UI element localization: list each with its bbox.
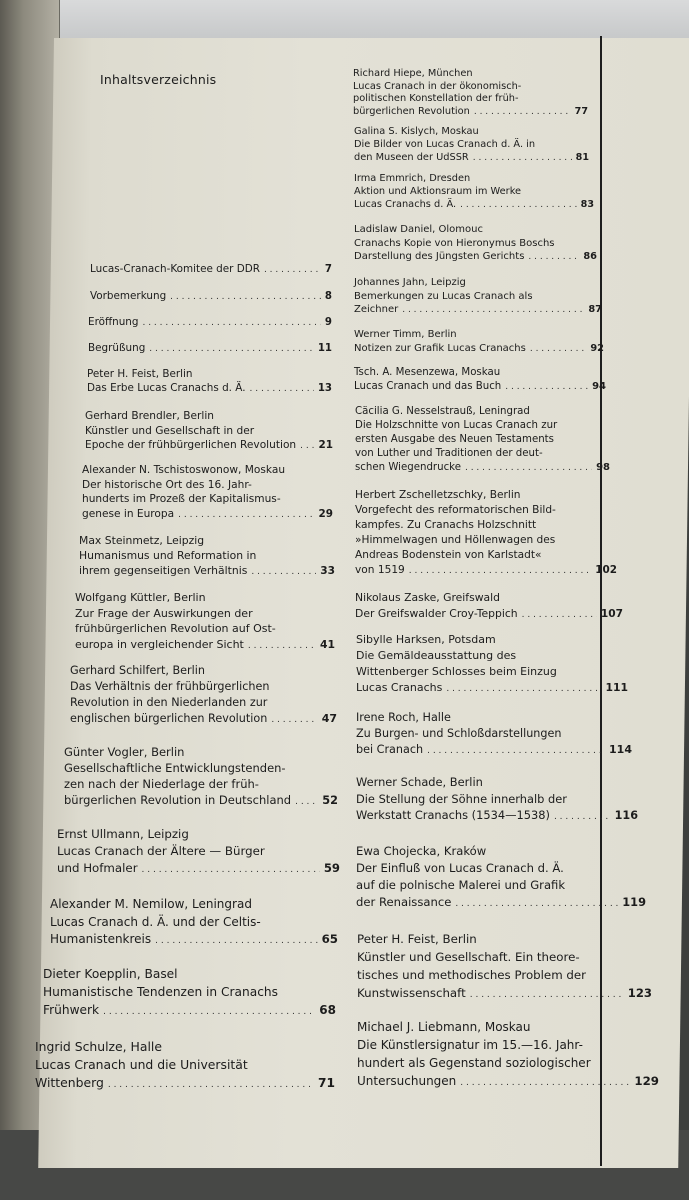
left-entry <box>57 826 340 879</box>
entry-title-line: Aktion und Aktionsraum im Werke <box>354 186 522 197</box>
entry-title-last-line: und Hofmaler <box>57 861 138 875</box>
entry-leader-line <box>354 303 602 318</box>
entry-leader-line <box>79 563 335 580</box>
page-number: 81 <box>575 152 589 163</box>
dot-leader <box>505 380 588 394</box>
entry-leader-line <box>355 606 623 624</box>
entry-author: Alexander N. Tschistoswonow, Moskau <box>82 464 286 476</box>
entry-author: Tsch. A. Mesenzewa, Moskau <box>354 367 501 378</box>
entry-leader-line <box>356 680 628 697</box>
page-number: 68 <box>319 1003 336 1017</box>
dot-leader <box>528 250 579 265</box>
page-number: 77 <box>574 105 588 117</box>
page-number: 114 <box>609 743 632 756</box>
entry-leader-line <box>57 860 340 879</box>
entry-title-line: kampfes. Zu Cranachs Holzschnitt <box>355 519 537 531</box>
entry-title-line: Revolution in den Niederlanden zur <box>70 696 268 709</box>
entry-leader-line <box>35 1074 335 1094</box>
dot-leader <box>142 315 320 330</box>
dot-leader <box>554 807 611 826</box>
entry-author: Cäcilia G. Nesselstrauß, Leningrad <box>355 406 530 417</box>
dot-leader <box>271 711 317 728</box>
entry-title-last-line: Darstellung des Jüngsten Gerichts <box>354 251 525 262</box>
entry-leader-line <box>356 807 638 826</box>
page-number: 92 <box>590 342 604 354</box>
left-entry <box>35 1038 335 1094</box>
entry-leader-line <box>354 250 597 265</box>
dot-leader <box>108 1074 314 1094</box>
entry-leader-line <box>43 1001 336 1021</box>
page-number: 21 <box>318 439 333 451</box>
entry-title-last-line: Wittenberg <box>35 1075 104 1090</box>
dot-leader <box>455 894 618 913</box>
entry-title-line: Gesellschaftliche Entwicklungstenden- <box>64 761 286 775</box>
entry-author: Sibylle Harksen, Potsdam <box>356 633 496 646</box>
entry-author: Alexander M. Nemilow, Leningrad <box>50 897 252 911</box>
dot-leader <box>264 262 321 277</box>
entry-title-line: Lucas Cranach und die Universität <box>35 1057 248 1072</box>
entry-leader-line <box>50 931 338 951</box>
entry-title-last-line: Humanistenkreis <box>50 932 152 946</box>
entry-title-line: Die Bilder von Lucas Cranach d. Ä. in <box>354 139 536 150</box>
entry-title-line: Der historische Ort des 16. Jahr- <box>82 478 252 491</box>
entry-title-last-line: Lucas Cranachs <box>356 681 443 694</box>
entry-author: Ewa Chojecka, Kraków <box>356 844 487 858</box>
dot-leader <box>460 1072 630 1092</box>
page-number: 83 <box>580 199 594 210</box>
entry-title-last-line: bürgerlichen Revolution <box>353 105 470 117</box>
left-entry <box>87 367 332 396</box>
entry-title-last-line: den Museen der UdSSR <box>354 152 469 163</box>
right-entry <box>357 930 652 1004</box>
entry-leader-line <box>82 507 333 523</box>
entry-author: Peter H. Feist, Berlin <box>357 932 477 946</box>
left-entry <box>79 533 335 580</box>
entry-author: Günter Vogler, Berlin <box>64 745 185 759</box>
dot-leader <box>142 860 320 879</box>
entry-title-last-line: Kunstwissenschaft <box>357 986 466 1000</box>
entry-title-last-line: Untersuchungen <box>357 1074 457 1088</box>
entry-title-line: von Luther und Traditionen der deut- <box>355 448 543 459</box>
page-number: 123 <box>627 986 652 1000</box>
entry-title-last-line: Lucas Cranach und das Buch <box>354 381 502 392</box>
entry-title-line: Bemerkungen zu Lucas Cranach als <box>354 290 533 302</box>
right-entry <box>354 172 594 212</box>
entry-title-last-line: schen Wiegendrucke <box>355 462 461 473</box>
entry-leader-line <box>354 151 589 165</box>
dot-leader <box>251 563 316 580</box>
entry-title-last-line: bei Cranach <box>356 743 424 756</box>
page-number: 111 <box>605 681 628 694</box>
left-entry <box>64 744 338 810</box>
page-number: 8 <box>324 291 332 302</box>
entry-leader-line <box>88 315 332 330</box>
entry-title-line: »Himmelwagen und Höllenwagen des <box>355 534 556 546</box>
entry-title-line: Cranachs Kopie von Hieronymus Boschs <box>354 237 555 249</box>
page-number: 13 <box>317 383 332 394</box>
right-entry <box>357 1018 659 1092</box>
page-number: 11 <box>317 343 332 354</box>
right-entry <box>356 632 628 697</box>
entry-author: Max Steinmetz, Leipzig <box>79 534 205 547</box>
right-entry <box>356 710 632 759</box>
entry-leader-line <box>87 381 332 396</box>
dot-leader <box>170 289 321 304</box>
right-entry <box>354 223 597 265</box>
entry-author: Werner Schade, Berlin <box>356 775 483 789</box>
entry-title-line: Künstler und Gesellschaft. Ein theore- <box>357 950 580 964</box>
dot-leader <box>522 606 597 624</box>
entry-title-last-line: Begrüßung <box>88 342 146 354</box>
left-entry <box>75 590 335 654</box>
entry-leader-line <box>90 289 332 304</box>
entry-leader-line <box>357 1072 659 1092</box>
entry-author: Herbert Zschelletzschky, Berlin <box>355 489 521 501</box>
right-entry <box>354 276 602 318</box>
entry-title-last-line: Werkstatt Cranachs (1534—1538) <box>356 808 550 822</box>
page-number: 119 <box>622 895 646 909</box>
entry-title-last-line: der Renaissance <box>356 895 452 909</box>
right-entry <box>353 68 588 118</box>
left-entry <box>88 341 332 356</box>
entry-title-last-line: Frühwerk <box>43 1003 100 1017</box>
entry-title-last-line: englischen bürgerlichen Revolution <box>70 712 268 725</box>
left-entry <box>50 896 338 951</box>
right-entry <box>356 774 638 826</box>
entry-author: Ladislaw Daniel, Olomouc <box>354 224 483 235</box>
dot-leader <box>409 563 592 579</box>
page-number: 65 <box>321 932 338 946</box>
dot-leader <box>465 461 592 475</box>
entry-title-last-line: Eröffnung <box>88 316 139 328</box>
entry-title-last-line: genese in Europa <box>82 507 175 520</box>
left-entry <box>85 409 333 454</box>
page-number: 116 <box>614 809 638 822</box>
left-entry <box>88 315 332 330</box>
page-number: 52 <box>322 794 338 807</box>
entry-title-line: Die Künstlersignatur im 15.—16. Jahr- <box>357 1038 583 1052</box>
dot-leader <box>155 931 317 951</box>
entry-leader-line <box>354 342 604 357</box>
entry-title-line: Zu Burgen- und Schloßdarstellungen <box>356 727 562 740</box>
entry-title-last-line: von 1519 <box>355 564 405 576</box>
page-number: 98 <box>596 462 610 473</box>
page-number: 129 <box>634 1074 659 1088</box>
dot-leader <box>460 198 577 212</box>
page-number: 29 <box>318 507 333 520</box>
entry-title-line: auf die polnische Malerei und Grafik <box>356 878 566 892</box>
dot-leader <box>446 680 601 697</box>
entry-title-last-line: Notizen zur Grafik Lucas Cranachs <box>354 342 526 354</box>
entry-title-line: Künstler und Gesellschaft in der <box>85 424 255 437</box>
left-entry <box>82 463 333 522</box>
page-number: 7 <box>324 264 332 275</box>
dot-leader <box>427 742 605 759</box>
dot-leader <box>474 106 571 119</box>
dot-leader <box>295 792 318 810</box>
entry-title-last-line: ihrem gegenseitigen Verhältnis <box>79 564 248 577</box>
entry-author: Gerhard Brendler, Berlin <box>85 410 215 422</box>
entry-author: Wolfgang Küttler, Berlin <box>75 591 206 604</box>
page-number: 102 <box>595 564 617 576</box>
page-number: 87 <box>588 304 602 315</box>
entry-leader-line <box>88 341 332 356</box>
entry-title-line: politischen Konstellation der früh- <box>353 93 519 104</box>
entry-leader-line <box>355 461 610 475</box>
dot-leader <box>300 438 314 454</box>
right-entry <box>354 366 606 394</box>
dot-leader <box>530 342 587 357</box>
right-entry <box>354 328 604 356</box>
entry-title-line: Die Holzschnitte von Lucas Cranach zur <box>355 420 558 431</box>
toc-heading: Inhaltsverzeichnis <box>100 72 217 87</box>
left-entry <box>90 262 332 277</box>
entry-title-last-line: Der Greifswalder Croy-Teppich <box>355 606 518 620</box>
entry-author: Galina S. Kislych, Moskau <box>354 126 479 137</box>
entry-title-line: Zur Frage der Auswirkungen der <box>75 606 253 620</box>
entry-title-last-line: Lucas-Cranach-Komitee der DDR <box>90 263 260 275</box>
entry-author: Irma Emmrich, Dresden <box>354 173 471 184</box>
dot-leader <box>149 341 314 356</box>
dot-leader <box>103 1001 315 1021</box>
entry-author: Dieter Koepplin, Basel <box>43 967 178 981</box>
entry-title-line: Andreas Bodenstein von Karlstadt« <box>355 549 542 561</box>
right-entry <box>354 125 589 165</box>
entry-title-line: Die Stellung der Söhne innerhalb der <box>356 791 567 806</box>
page-number: 107 <box>600 607 623 620</box>
entry-title-last-line: europa in vergleichender Sicht <box>75 637 244 651</box>
page-number: 47 <box>321 712 337 725</box>
entry-title-line: frühbürgerlichen Revolution auf Ost- <box>75 622 276 635</box>
entry-title-line: zen nach der Niederlage der früh- <box>64 777 259 791</box>
entry-leader-line <box>356 742 632 759</box>
entry-title-line: hunderts im Prozeß der Kapitalismus- <box>82 493 281 505</box>
right-entry <box>355 405 610 475</box>
left-entry <box>43 965 336 1021</box>
entry-author: Michael J. Liebmann, Moskau <box>357 1020 531 1034</box>
entry-leader-line <box>355 563 617 579</box>
entry-title-last-line: bürgerlichen Revolution in Deutschland <box>64 793 292 807</box>
page-number: 71 <box>318 1076 335 1090</box>
entry-leader-line <box>354 380 606 394</box>
entry-title-last-line: Epoche der frühbürgerlichen Revolution <box>85 439 297 451</box>
entry-author: Peter H. Feist, Berlin <box>87 368 193 380</box>
page-number: 41 <box>319 637 335 651</box>
entry-leader-line <box>70 711 337 728</box>
entry-title-line: Humanismus und Reformation in <box>79 549 257 562</box>
page-number: 86 <box>583 251 597 262</box>
entry-author: Richard Hiepe, München <box>353 68 473 79</box>
left-entry <box>70 663 337 728</box>
right-entry <box>355 488 617 579</box>
entry-author: Nikolaus Zaske, Greifswald <box>355 591 501 604</box>
dot-leader <box>248 637 316 655</box>
entry-leader-line <box>75 637 335 655</box>
entry-title-line: Humanistische Tendenzen in Cranachs <box>43 985 278 999</box>
dot-leader <box>178 507 314 523</box>
entry-leader-line <box>357 984 652 1004</box>
entry-leader-line <box>64 792 338 810</box>
dot-leader <box>470 984 624 1004</box>
dot-leader <box>250 381 314 396</box>
left-entry <box>90 289 332 304</box>
entry-title-line: Vorgefecht des reformatorischen Bild- <box>355 504 556 516</box>
right-entry <box>355 590 623 623</box>
entry-leader-line <box>90 262 332 277</box>
page-number: 59 <box>323 861 340 875</box>
entry-leader-line <box>356 894 646 913</box>
entry-title-line: hundert als Gegenstand soziologischer <box>357 1056 591 1070</box>
page-number: 94 <box>592 381 606 392</box>
entry-title-line: ersten Ausgabe des Neuen Testaments <box>355 434 554 445</box>
dot-leader <box>473 151 572 165</box>
entry-title-line: Lucas Cranach d. Ä. und der Celtis- <box>50 914 261 929</box>
dot-leader <box>402 303 584 318</box>
entry-author: Werner Timm, Berlin <box>354 329 457 340</box>
page-number: 33 <box>320 565 335 577</box>
entry-title-last-line: Das Erbe Lucas Cranachs d. Ä. <box>87 382 246 394</box>
entry-title-last-line: Vorbemerkung <box>90 290 167 302</box>
entry-author: Johannes Jahn, Leipzig <box>354 277 466 288</box>
entry-author: Gerhard Schilfert, Berlin <box>70 664 205 677</box>
entry-title-line: Lucas Cranach in der ökonomisch- <box>353 80 522 92</box>
entry-leader-line <box>353 106 588 119</box>
entry-title-line: Lucas Cranach der Ältere — Bürger <box>57 844 265 858</box>
entry-leader-line <box>354 198 594 212</box>
entry-title-last-line: Lucas Cranachs d. Ä. <box>354 199 457 210</box>
entry-author: Irene Roch, Halle <box>356 711 451 724</box>
entry-title-line: Wittenberger Schlosses beim Einzug <box>356 665 557 678</box>
entry-author: Ingrid Schulze, Halle <box>35 1039 162 1054</box>
entry-title-line: Der Einfluß von Lucas Cranach d. Ä. <box>356 861 564 875</box>
entry-title-last-line: Zeichner <box>354 304 399 315</box>
entry-title-line: tisches und methodisches Problem der <box>357 968 587 982</box>
entry-author: Ernst Ullmann, Leipzig <box>57 827 189 841</box>
page-number: 9 <box>324 317 332 328</box>
entry-title-line: Die Gemäldeausstattung des <box>356 649 517 662</box>
entry-leader-line <box>85 438 333 454</box>
background-top <box>0 0 689 40</box>
right-entry <box>356 843 646 913</box>
entry-title-line: Das Verhältnis der frühbürgerlichen <box>70 680 270 693</box>
